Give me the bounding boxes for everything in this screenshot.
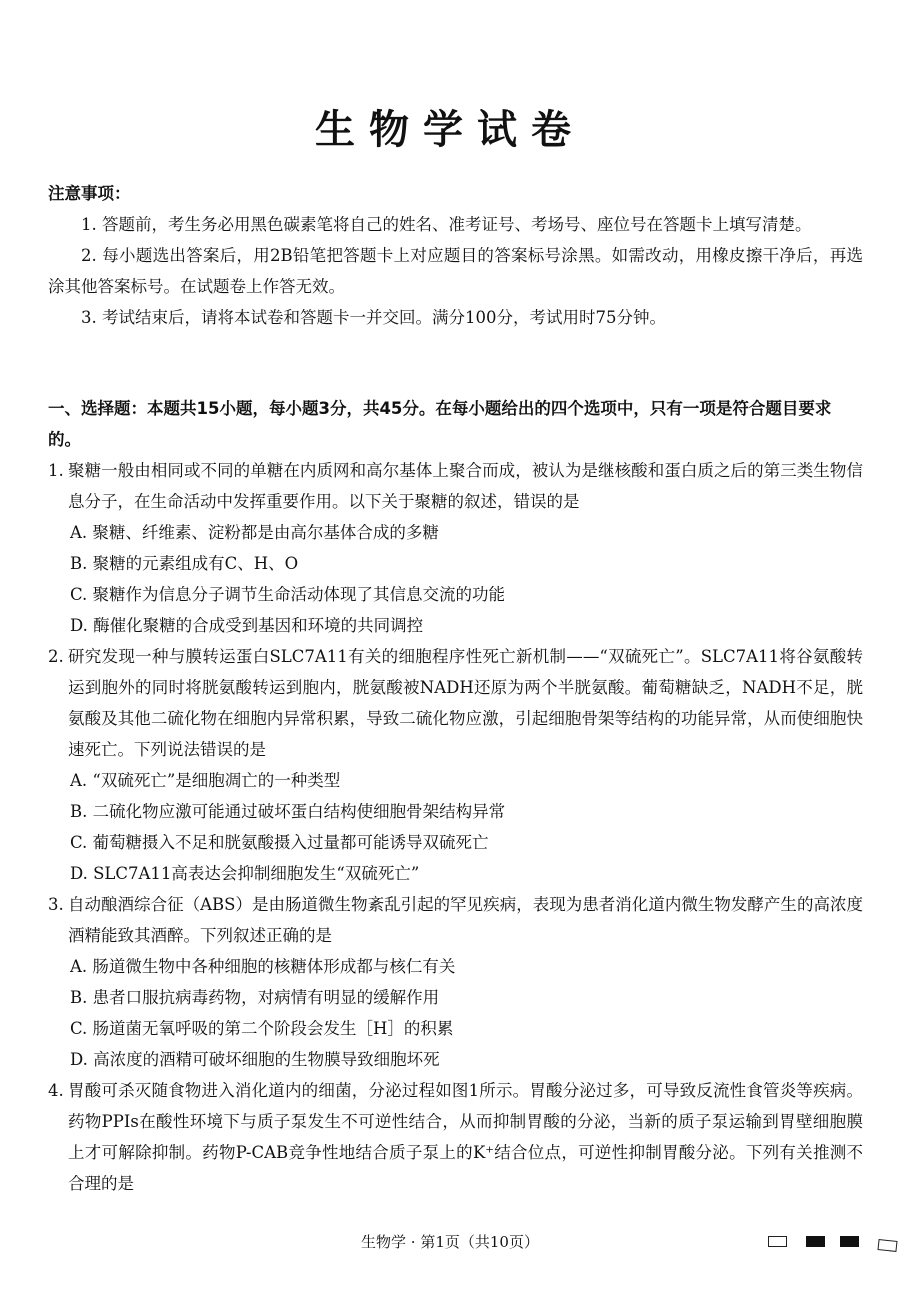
scan-mark-filled-icon <box>806 1236 825 1247</box>
question-stem: 自动酿酒综合征（ABS）是由肠道微生物紊乱引起的罕见疾病，表现为患者消化道内微生物发酵产生的高浓度酒精能致其酒醉。下列叙述正确的是 <box>68 895 863 945</box>
option-b: B. 二硫化物应激可能通过破坏蛋白结构使细胞骨架结构异常 <box>70 802 506 821</box>
question-stem: 研究发现一种与膜转运蛋白SLC7A11有关的细胞程序性死亡新机制——“双硫死亡”。SLC7A11将谷氨酸转运到胞外的同时将胱氨酸转运到胞内，胱氨酸被NADH还原为两个半胱氨酸。葡萄糖缺乏，NADH不足，胱氨酸及其他二硫化物在细胞内异常积累，导致二硫化物应激，引起细胞骨架等结构的功能异常，从而使细胞快速死亡。下列说法错误的是 <box>68 647 863 759</box>
section-heading: 一、选择题：本题共15小题，每小题3分，共45分。在每小题给出的四个选项中，只有一项是符合题目要求的。 <box>48 399 832 449</box>
option-d: D. SLC7A11高表达会抑制细胞发生“双硫死亡” <box>70 864 420 883</box>
question-4 <box>48 1075 863 1199</box>
option-c: C. 葡萄糖摄入不足和胱氨酸摄入过量都可能诱导双硫死亡 <box>70 833 489 852</box>
question-number: 2. <box>48 647 64 666</box>
option-c: C. 聚糖作为信息分子调节生命活动体现了其信息交流的功能 <box>70 585 506 604</box>
notice-block <box>48 178 863 333</box>
option-d: D. 高浓度的酒精可破坏细胞的生物膜导致细胞坏死 <box>70 1050 440 1069</box>
option-d: D. 酶催化聚糖的合成受到基因和环境的共同调控 <box>70 616 424 635</box>
option-c: C. 肠道菌无氧呼吸的第二个阶段会发生［H］的积累 <box>70 1019 454 1038</box>
option-a: A. “双硫死亡”是细胞凋亡的一种类型 <box>70 771 341 790</box>
question-3 <box>48 889 863 1075</box>
notice-item: 1. 答题前，考生务必用黑色碳素笔将自己的姓名、准考证号、考场号、座位号在答题卡上填写清楚。 <box>81 215 812 234</box>
option-a: A. 聚糖、纤维素、淀粉都是由高尔基体合成的多糖 <box>70 523 439 542</box>
question-number: 1. <box>48 461 64 480</box>
question-2 <box>48 641 863 889</box>
notice-item: 2. 每小题选出答案后，用2B铅笔把答题卡上对应题目的答案标号涂黑。如需改动，用橡皮擦干净后，再选涂其他答案标号。在试题卷上作答无效。 <box>48 246 863 296</box>
page-footer: 生物学 · 第1页（共10页） <box>361 1233 539 1251</box>
scan-marks <box>768 1236 898 1256</box>
question-stem: 聚糖一般由相同或不同的单糖在内质网和高尔基体上聚合而成，被认为是继核酸和蛋白质之后的第三类生物信息分子，在生命活动中发挥重要作用。以下关于聚糖的叙述，错误的是 <box>68 461 863 511</box>
notice-heading: 注意事项： <box>48 184 131 203</box>
scan-mark-empty-icon <box>768 1236 787 1247</box>
scan-mark-empty-icon <box>877 1239 897 1252</box>
page-title: 生物学试卷 <box>315 107 585 153</box>
scan-mark-filled-icon <box>840 1236 859 1247</box>
option-a: A. 肠道微生物中各种细胞的核糖体形成都与核仁有关 <box>70 957 456 976</box>
question-number: 4. <box>48 1081 64 1100</box>
question-stem: 胃酸可杀灭随食物进入消化道内的细菌，分泌过程如图1所示。胃酸分泌过多，可导致反流性食管炎等疾病。药物PPIs在酸性环境下与质子泵发生不可逆性结合，从而抑制胃酸的分泌，当新的质子泵运输到胃壁细胞膜上才可解除抑制。药物P-CAB竞争性地结合质子泵上的K⁺结合位点，可逆性抑制胃酸分泌。下列有关推测不合理的是 <box>68 1081 863 1193</box>
question-1 <box>48 455 863 641</box>
option-b: B. 聚糖的元素组成有C、H、O <box>70 554 299 573</box>
option-b: B. 患者口服抗病毒药物，对病情有明显的缓解作用 <box>70 988 440 1007</box>
notice-item: 3. 考试结束后，请将本试卷和答题卡一并交回。满分100分，考试用时75分钟。 <box>81 308 666 327</box>
question-number: 3. <box>48 895 64 914</box>
choice-section <box>48 393 863 1199</box>
